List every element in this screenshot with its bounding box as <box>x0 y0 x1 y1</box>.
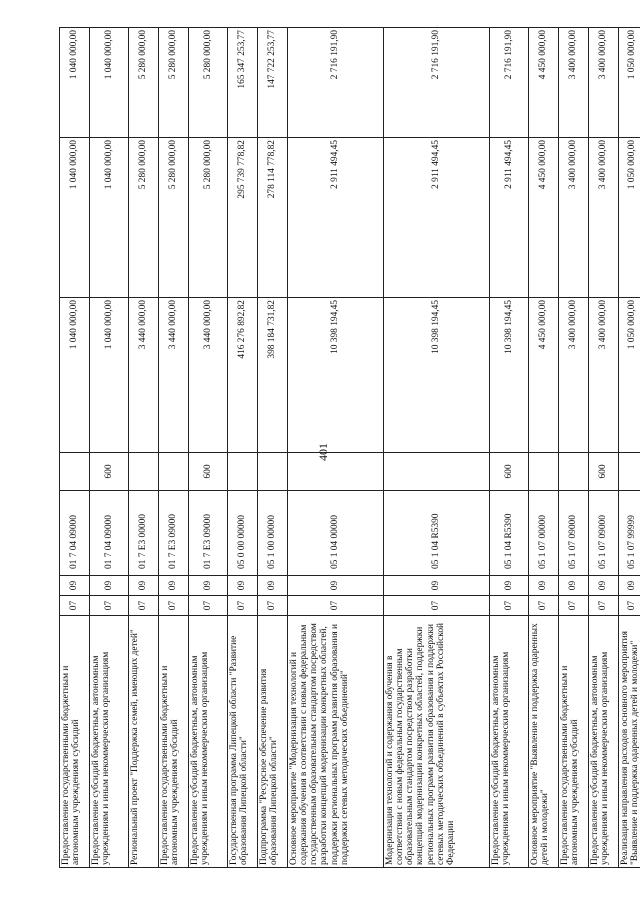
cell-amount-3: 2 716 191,90 <box>490 28 529 138</box>
cell-name: Модернизация технологий и содержания обучения в соответствии с новым федеральным государственным образовательным стандартом посредством разработки концепций модернизации конкретных областей, поддержки региональных программ развития образования и поддержки сетевых методических объединений в субъектах Российской Федерации <box>384 616 490 868</box>
cell-section: 09 <box>159 576 189 596</box>
cell-ministry: 07 <box>189 596 228 616</box>
cell-name: Предоставление субсидий бюджетным, автономным учреждениям и иным некоммерческим организациям <box>490 616 529 868</box>
cell-section: 09 <box>288 576 384 596</box>
cell-expense-type <box>619 453 640 491</box>
cell-expense-type: 600 <box>490 453 529 491</box>
cell-amount-1: 3 440 000,00 <box>129 298 159 453</box>
cell-name: Подпрограмма "Ресурсное обеспечение развития образования Липецкой области" <box>258 616 288 868</box>
cell-amount-2: 5 280 000,00 <box>129 138 159 298</box>
cell-name: Предоставление субсидий бюджетным, автономным учреждениям и иным некоммерческим организациям <box>90 616 129 868</box>
table-row <box>384 28 490 868</box>
cell-section: 09 <box>189 576 228 596</box>
budget-table <box>59 27 640 868</box>
cell-target-article: 01 7 E3 00000 <box>129 491 159 576</box>
cell-target-article: 05 1 07 09000 <box>589 491 619 576</box>
cell-section: 09 <box>529 576 559 596</box>
cell-amount-1: 3 400 000,00 <box>589 298 619 453</box>
cell-amount-2: 5 280 000,00 <box>159 138 189 298</box>
cell-name: Основное мероприятие "Модернизация технологий и содержания обучения в соответствии с новым федеральным государственным образовательным стандартом посредством разработки концепций модернизации конкретных областей, поддержки региональных программ развития образования и поддержки сетевых методических объединений" <box>288 616 384 868</box>
cell-target-article: 01 7 E3 09000 <box>159 491 189 576</box>
cell-amount-2: 3 400 000,00 <box>559 138 589 298</box>
cell-ministry: 07 <box>589 596 619 616</box>
cell-amount-3: 165 347 253,77 <box>228 28 258 138</box>
cell-amount-3: 1 040 000,00 <box>60 28 90 138</box>
table-row <box>619 28 640 868</box>
budget-table-body <box>60 28 640 868</box>
cell-amount-3: 147 722 253,77 <box>258 28 288 138</box>
table-row <box>559 28 589 868</box>
cell-section: 09 <box>228 576 258 596</box>
cell-amount-3: 3 400 000,00 <box>559 28 589 138</box>
cell-amount-1: 10 398 194,45 <box>490 298 529 453</box>
cell-ministry: 07 <box>559 596 589 616</box>
cell-name: Региональный проект "Поддержка семей, имеющих детей" <box>129 616 159 868</box>
cell-target-article: 05 1 04 00000 <box>288 491 384 576</box>
table-row <box>589 28 619 868</box>
cell-expense-type <box>559 453 589 491</box>
cell-name: Предоставление государственными бюджетным и автономным учреждениям субсидий <box>559 616 589 868</box>
cell-amount-1: 1 040 000,00 <box>90 298 129 453</box>
cell-amount-1: 10 398 194,45 <box>288 298 384 453</box>
cell-ministry: 07 <box>90 596 129 616</box>
cell-name: Предоставление субсидий бюджетным, автономным учреждениям и иным некоммерческим организациям <box>589 616 619 868</box>
cell-ministry: 07 <box>60 596 90 616</box>
table-row <box>159 28 189 868</box>
cell-amount-2: 1 050 000,00 <box>619 138 640 298</box>
cell-amount-1: 3 400 000,00 <box>559 298 589 453</box>
cell-target-article: 01 7 04 09000 <box>90 491 129 576</box>
cell-target-article: 05 0 00 00000 <box>228 491 258 576</box>
cell-amount-2: 5 280 000,00 <box>189 138 228 298</box>
cell-expense-type: 600 <box>90 453 129 491</box>
cell-amount-1: 398 184 731,82 <box>258 298 288 453</box>
table-row <box>129 28 159 868</box>
table-row <box>90 28 129 868</box>
table-row <box>189 28 228 868</box>
cell-section: 09 <box>129 576 159 596</box>
cell-section: 09 <box>589 576 619 596</box>
cell-section: 09 <box>490 576 529 596</box>
cell-section: 09 <box>258 576 288 596</box>
cell-expense-type: 600 <box>589 453 619 491</box>
cell-amount-3: 1 040 000,00 <box>90 28 129 138</box>
cell-amount-1: 416 276 892,82 <box>228 298 258 453</box>
table-row <box>258 28 288 868</box>
cell-target-article: 05 1 07 99999 <box>619 491 640 576</box>
cell-target-article: 01 7 E3 09000 <box>189 491 228 576</box>
rotated-page-content <box>59 28 640 868</box>
cell-name: Предоставление государственными бюджетным и автономным учреждениям субсидий <box>60 616 90 868</box>
cell-expense-type: 600 <box>189 453 228 491</box>
cell-ministry: 07 <box>129 596 159 616</box>
cell-section: 09 <box>60 576 90 596</box>
cell-section: 09 <box>90 576 129 596</box>
cell-ministry: 07 <box>228 596 258 616</box>
cell-ministry: 07 <box>529 596 559 616</box>
cell-amount-2: 295 739 778,82 <box>228 138 258 298</box>
cell-amount-1: 4 450 000,00 <box>529 298 559 453</box>
cell-amount-3: 2 716 191,90 <box>288 28 384 138</box>
cell-amount-3: 5 280 000,00 <box>159 28 189 138</box>
cell-ministry: 07 <box>619 596 640 616</box>
cell-amount-2: 1 040 000,00 <box>90 138 129 298</box>
cell-amount-1: 3 440 000,00 <box>189 298 228 453</box>
cell-name: Предоставление государственными бюджетным и автономным учреждениям субсидий <box>159 616 189 868</box>
cell-ministry: 07 <box>490 596 529 616</box>
cell-target-article: 01 7 04 09000 <box>60 491 90 576</box>
cell-expense-type <box>529 453 559 491</box>
cell-section: 09 <box>384 576 490 596</box>
cell-target-article: 05 1 07 00000 <box>529 491 559 576</box>
cell-ministry: 07 <box>288 596 384 616</box>
cell-amount-3: 5 280 000,00 <box>189 28 228 138</box>
cell-expense-type <box>129 453 159 491</box>
cell-name: Предоставление субсидий бюджетным, автономным учреждениям и иным некоммерческим организациям <box>189 616 228 868</box>
cell-amount-3: 4 450 000,00 <box>529 28 559 138</box>
cell-section: 09 <box>559 576 589 596</box>
cell-name: Государственная программа Липецкой области "Развитие образования Липецкой области" <box>228 616 258 868</box>
cell-name: Реализация направления расходов основного мероприятия "Выявление и поддержка одаренных детей и молодежи" <box>619 616 640 868</box>
cell-amount-3: 5 280 000,00 <box>129 28 159 138</box>
cell-amount-2: 2 911 494,45 <box>490 138 529 298</box>
table-row <box>60 28 90 868</box>
page-number: 401 <box>316 443 330 461</box>
cell-amount-2: 3 400 000,00 <box>589 138 619 298</box>
cell-amount-1: 1 050 000,00 <box>619 298 640 453</box>
table-row <box>529 28 559 868</box>
cell-target-article: 05 1 00 00000 <box>258 491 288 576</box>
cell-amount-3: 3 400 000,00 <box>589 28 619 138</box>
table-row <box>288 28 384 868</box>
cell-name: Основное мероприятие "Выявление и поддержка одаренных детей и молодежи" <box>529 616 559 868</box>
cell-expense-type <box>258 453 288 491</box>
cell-expense-type <box>228 453 258 491</box>
cell-target-article: 05 1 07 09000 <box>559 491 589 576</box>
cell-target-article: 05 1 04 R5390 <box>490 491 529 576</box>
cell-section: 09 <box>619 576 640 596</box>
cell-amount-1: 10 398 194,45 <box>384 298 490 453</box>
cell-amount-1: 1 040 000,00 <box>60 298 90 453</box>
cell-expense-type <box>159 453 189 491</box>
cell-amount-2: 2 911 494,45 <box>384 138 490 298</box>
cell-ministry: 07 <box>258 596 288 616</box>
cell-amount-2: 2 911 494,45 <box>288 138 384 298</box>
cell-expense-type <box>288 453 384 491</box>
cell-target-article: 05 1 04 R5390 <box>384 491 490 576</box>
cell-amount-3: 1 050 000,00 <box>619 28 640 138</box>
table-row <box>228 28 258 868</box>
table-row <box>490 28 529 868</box>
cell-amount-1: 3 440 000,00 <box>159 298 189 453</box>
cell-ministry: 07 <box>384 596 490 616</box>
cell-amount-2: 4 450 000,00 <box>529 138 559 298</box>
cell-amount-2: 278 114 778,82 <box>258 138 288 298</box>
cell-expense-type <box>384 453 490 491</box>
cell-expense-type <box>60 453 90 491</box>
cell-ministry: 07 <box>159 596 189 616</box>
cell-amount-2: 1 040 000,00 <box>60 138 90 298</box>
cell-amount-3: 2 716 191,90 <box>384 28 490 138</box>
